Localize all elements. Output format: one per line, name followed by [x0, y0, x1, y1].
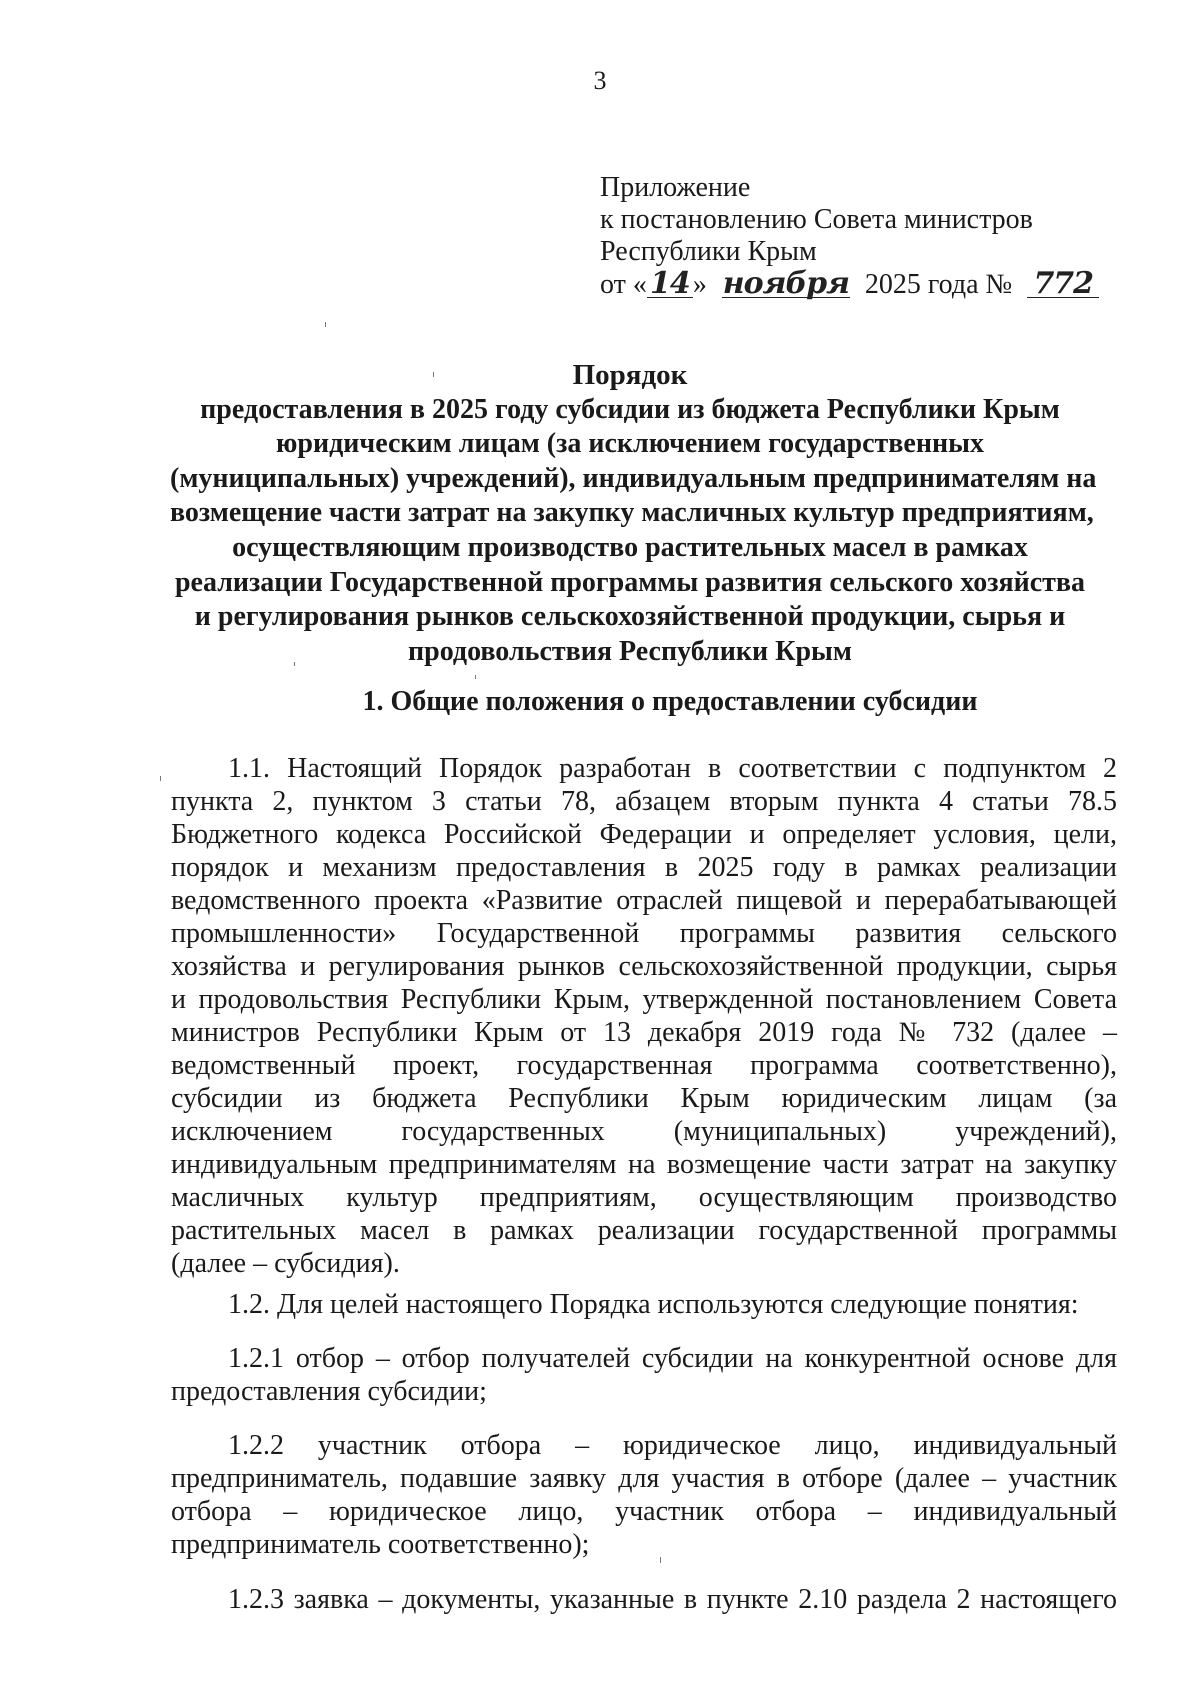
text-line: исключением государственных (муниципальных) учреждений),	[171, 1116, 1117, 1147]
text-line: и продовольствия Республики Крым, утвержденной постановлением Совета	[171, 984, 1117, 1015]
text-line: (далее – субсидия).	[171, 1248, 400, 1279]
text-line: ведомственного проекта «Развитие отраслей пищевой и перерабатывающей	[171, 885, 1117, 916]
text-line: пункта 2, пунктом 3 статьи 78, абзацем вторым пункта 4 статьи 78.5	[171, 786, 1117, 817]
title-line: (муниципальных) учреждений), индивидуальным предпринимателям на	[170, 462, 1097, 494]
paragraph-1-2-3	[171, 1583, 1117, 1616]
text-line: индивидуальным предпринимателям на возмещение части затрат на закупку	[171, 1149, 1117, 1180]
text-line: 1.2.2 участник отбора – юридическое лицо, индивидуальный	[228, 1430, 1117, 1461]
text-line: растительных масел в рамках реализации государственной программы	[171, 1215, 1117, 1246]
text-line: министров Республики Крым от 13 декабря 2019 года № 732 (далее –	[171, 1017, 1117, 1048]
scan-speck	[160, 776, 161, 781]
date-year: 2025 года №	[864, 269, 1013, 300]
approval-date-line	[600, 268, 1099, 301]
scan-speck	[325, 322, 326, 327]
text-line: Бюджетного кодекса Российской Федерации и определяет условия, цели,	[171, 819, 1117, 850]
text-line: 1.1. Настоящий Порядок разработан в соответствии с подпунктом 2	[228, 753, 1117, 784]
page-number: 3	[593, 66, 607, 95]
scan-speck	[433, 372, 434, 377]
approval-line-appendix: Приложение	[600, 172, 751, 203]
date-prefix: от «	[600, 269, 647, 300]
scan-speck	[660, 1557, 661, 1563]
text-line: предоставления субсидии;	[171, 1376, 487, 1407]
title-line: юридическим лицам (за исключением государственных	[276, 428, 984, 460]
text-line: 1.2. Для целей настоящего Порядка используются следующие понятия:	[228, 1289, 1079, 1320]
text-line: хозяйства и регулирования рынков сельскохозяйственной продукции, сырья	[171, 951, 1117, 982]
handwritten-day: 14	[647, 268, 693, 300]
document-title	[170, 358, 1097, 669]
title-line: предоставления в 2025 году субсидии из бюджета Республики Крым	[200, 393, 1060, 425]
scan-speck	[294, 662, 295, 666]
title-line: осуществляющим производство растительных масел в рамках	[232, 531, 1028, 563]
text-line: масличных культур предприятиям, осуществляющим производство	[171, 1182, 1117, 1213]
text-line: 1.2.1 отбор – отбор получателей субсидии на конкурентной основе для	[228, 1343, 1117, 1374]
title-main: Порядок	[572, 359, 688, 391]
text-line: 1.2.3 заявка – документы, указанные в пункте 2.10 раздела 2 настоящего	[228, 1584, 1117, 1615]
paragraph-1-2	[171, 1288, 1117, 1321]
handwritten-doc-number: 772	[1027, 268, 1099, 300]
title-line: реализации Государственной программы развития сельского хозяйства	[174, 566, 1086, 598]
section-heading: 1. Общие положения о предоставлении субсидии	[362, 686, 978, 717]
text-line: отбора – юридическое лицо, участник отбора – индивидуальный	[171, 1496, 1117, 1527]
approval-stamp-block	[600, 172, 1099, 301]
text-line: порядок и механизм предоставления в 2025 году в рамках реализации	[171, 852, 1117, 883]
title-line: возмещение части затрат на закупку масличных культур предприятиям,	[170, 497, 1094, 529]
scan-speck	[475, 675, 476, 679]
text-line: предприниматель, подавшие заявку для участия в отборе (далее – участник	[171, 1463, 1117, 1494]
text-line: субсидии из бюджета Республики Крым юридическим лицам (за	[171, 1083, 1117, 1114]
paragraph-1-1	[171, 752, 1117, 1280]
handwritten-month: ноября	[722, 266, 850, 301]
title-line: и регулирования рынков сельскохозяйственной продукции, сырья и	[194, 601, 1066, 633]
date-mid: »	[692, 269, 707, 300]
paragraph-1-2-1	[171, 1342, 1117, 1408]
title-line: продовольствия Республики Крым	[408, 635, 852, 667]
text-line: промышленности» Государственной программы развития сельского	[171, 918, 1117, 949]
paragraph-1-2-2	[171, 1429, 1117, 1561]
text-line: ведомственный проект, государственная программа соответственно),	[171, 1050, 1117, 1081]
text-line: предприниматель соответственно);	[171, 1529, 590, 1560]
approval-line-resolution: к постановлению Совета министров	[600, 204, 1033, 235]
approval-line-republic: Республики Крым	[600, 236, 817, 267]
